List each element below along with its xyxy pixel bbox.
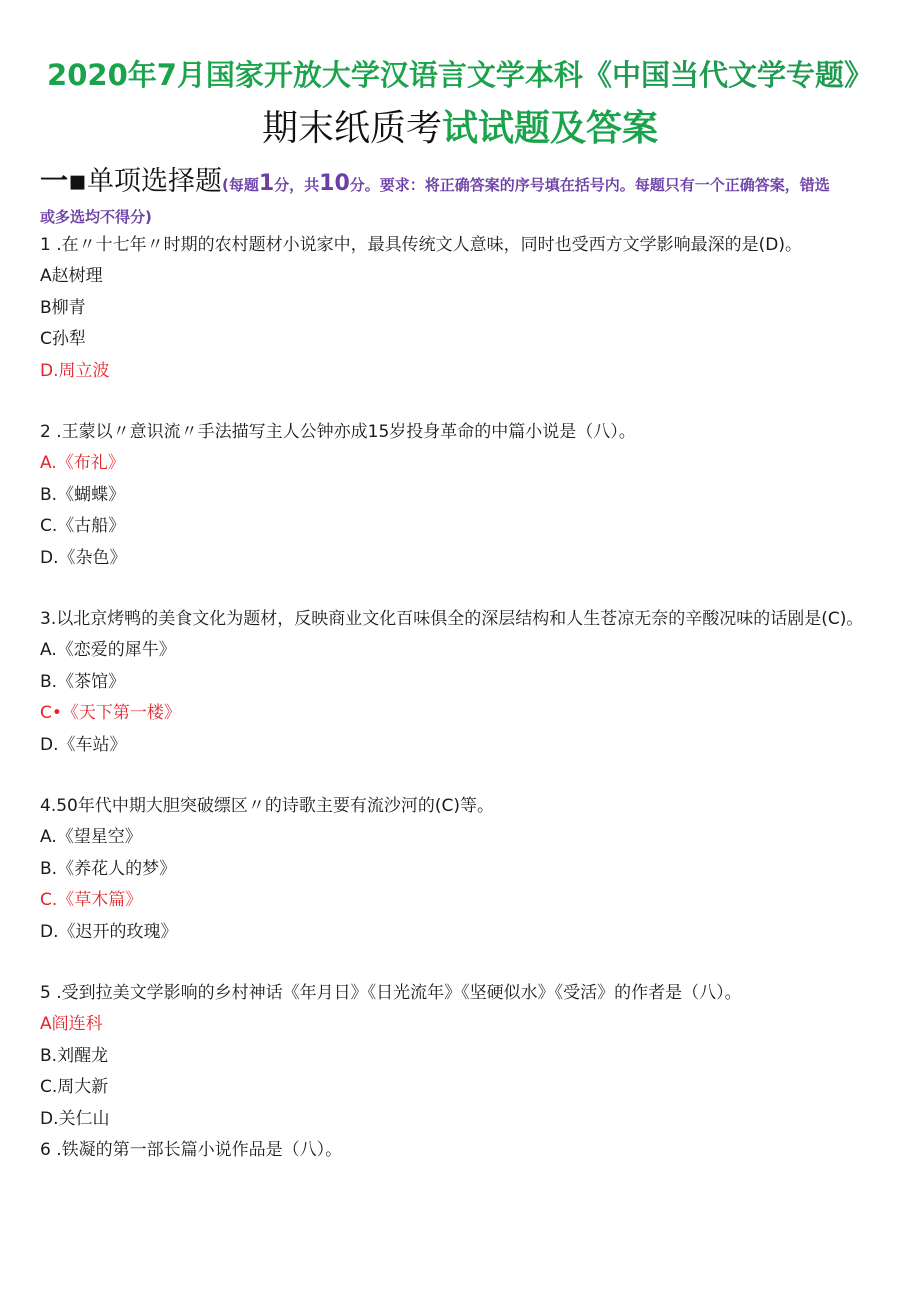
option-a-correct: A阎连科 xyxy=(40,1014,103,1034)
option-c: C孙犁 xyxy=(40,329,86,349)
option-b: B柳青 xyxy=(40,297,86,318)
question-text: 3.以北京烤鸭的美食文化为题材，反映商业文化百味俱全的深层结构和人生苍凉无奈的辛酸况味的话剧是(C)。 xyxy=(40,609,864,629)
option-a: A赵树理 xyxy=(40,266,103,286)
title-line2-part1: 期末纸质考 xyxy=(261,108,442,149)
section-heading xyxy=(40,163,890,229)
question-text: 4.50年代中期大胆突破缥区〃的诗歌主要有流沙河的(C)等。 xyxy=(40,796,494,816)
question-1 xyxy=(40,230,900,387)
title-line2-part2: 试试题及答案 xyxy=(442,108,659,149)
option-d: D.《迟开的玫瑰》 xyxy=(40,921,178,942)
section-instructions: (每题1分，共10分。要求：将正确答案的序号填在括号内。每题只有一个正确答案，错选 xyxy=(221,171,830,196)
question-text: 2 .王蒙以〃意识流〃手法描写主人公钟亦成15岁投身革命的中篇小说是（八）。 xyxy=(40,422,636,442)
question-3 xyxy=(40,604,900,761)
option-d: D.关仁山 xyxy=(40,1108,110,1129)
title-line1-part1: 2020年7月国家开放大学汉语言文学本科 xyxy=(47,58,583,92)
title-line1-part2: 《中国当代文学专题》 xyxy=(582,58,873,92)
section-instructions-line2: 或多选均不得分) xyxy=(40,208,152,226)
question-text: 6 .铁凝的第一部长篇小说作品是（八）。 xyxy=(40,1140,343,1160)
option-d: D.《杂色》 xyxy=(40,547,127,568)
option-c: C.《古船》 xyxy=(40,516,126,536)
option-a: A.《望星空》 xyxy=(40,827,142,847)
option-d-correct: D.周立波 xyxy=(40,360,110,381)
option-b: B.《茶馆》 xyxy=(40,671,126,692)
question-5 xyxy=(40,978,900,1135)
question-4 xyxy=(40,791,900,948)
exam-title-line1 xyxy=(0,56,920,94)
option-c-correct: C•《天下第一楼》 xyxy=(40,703,181,723)
option-b: B.《蝴蝶》 xyxy=(40,484,126,505)
option-a: A.《恋爱的犀牛》 xyxy=(40,640,176,660)
question-6 xyxy=(40,1135,900,1166)
question-text: 1 .在〃十七年〃时期的农村题材小说家中，最具传统文人意味，同时也受西方文学影响最深的是(D)。 xyxy=(40,235,802,255)
option-b: B.刘醒龙 xyxy=(40,1045,109,1066)
section-number: 一▪ xyxy=(40,164,87,197)
option-c: C.周大新 xyxy=(40,1077,109,1097)
question-list xyxy=(40,230,900,1166)
option-b: B.《养花人的梦》 xyxy=(40,858,177,879)
option-d: D.《车站》 xyxy=(40,734,127,755)
option-a-correct: A.《布礼》 xyxy=(40,453,125,473)
option-c-correct: C.《草木篇》 xyxy=(40,890,143,910)
question-2 xyxy=(40,417,900,574)
exam-title-line2 xyxy=(0,104,920,154)
question-text: 5 .受到拉美文学影响的乡村神话《年月日》《日光流年》《坚硬似水》《受活》的作者是（八）。 xyxy=(40,983,742,1003)
section-title: 单项选择题 xyxy=(86,166,222,197)
